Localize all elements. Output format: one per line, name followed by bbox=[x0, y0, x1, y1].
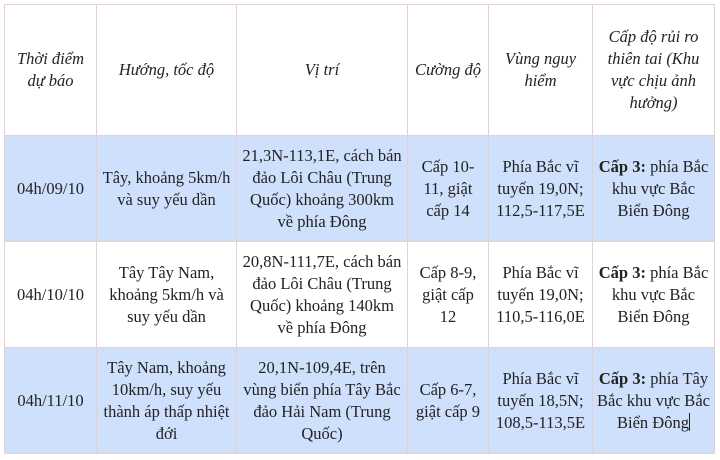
cell-direction: Tây, khoảng 5km/h và suy yếu dần bbox=[97, 136, 237, 242]
risk-level-label: Cấp 3: bbox=[598, 156, 646, 176]
table-row bbox=[5, 242, 715, 348]
header-direction-speed: Hướng, tốc độ bbox=[97, 5, 237, 136]
cell-danger-zone: Phía Bắc vĩ tuyến 18,5N; 108,5-113,5E bbox=[489, 348, 593, 454]
risk-area-text: phía Tây Bắc khu vực Bắc Biển Đông bbox=[597, 368, 710, 432]
cell-risk bbox=[593, 136, 715, 242]
storm-forecast-table bbox=[4, 4, 715, 454]
forecast-table-container bbox=[4, 4, 715, 454]
cell-position: 20,8N-111,7E, cách bán đảo Lôi Châu (Trung Quốc) khoảng 140km về phía Đông bbox=[237, 242, 408, 348]
header-position: Vị trí bbox=[237, 5, 408, 136]
cell-risk bbox=[593, 242, 715, 348]
cell-position: 20,1N-109,4E, trên vùng biển phía Tây Bắc đảo Hải Nam (Trung Quốc) bbox=[237, 348, 408, 454]
cell-direction: Tây Nam, khoảng 10km/h, suy yếu thành áp thấp nhiệt đới bbox=[97, 348, 237, 454]
cell-intensity: Cấp 10-11, giật cấp 14 bbox=[408, 136, 489, 242]
header-forecast-time: Thời điểm dự báo bbox=[5, 5, 97, 136]
header-intensity: Cường độ bbox=[408, 5, 489, 136]
cell-time: 04h/10/10 bbox=[5, 242, 97, 348]
text-cursor bbox=[689, 413, 690, 431]
cell-danger-zone: Phía Bắc vĩ tuyến 19,0N; 112,5-117,5E bbox=[489, 136, 593, 242]
cell-intensity: Cấp 8-9, giật cấp 12 bbox=[408, 242, 489, 348]
table-header-row bbox=[5, 5, 715, 136]
cell-danger-zone: Phía Bắc vĩ tuyến 19,0N; 110,5-116,0E bbox=[489, 242, 593, 348]
cell-risk[interactable] bbox=[593, 348, 715, 454]
header-risk-level: Cấp độ rủi ro thiên tai (Khu vực chịu ảnh hưởng) bbox=[593, 5, 715, 136]
cell-direction: Tây Tây Nam, khoảng 5km/h và suy yếu dần bbox=[97, 242, 237, 348]
table-row bbox=[5, 348, 715, 454]
risk-area-text: phía Bắc khu vực Bắc Biển Đông bbox=[611, 262, 709, 326]
risk-level-label: Cấp 3: bbox=[598, 368, 647, 388]
risk-area-text: phía Bắc khu vực Bắc Biển Đông bbox=[611, 156, 709, 220]
risk-level-label: Cấp 3: bbox=[598, 262, 646, 282]
cell-position: 21,3N-113,1E, cách bán đảo Lôi Châu (Trung Quốc) khoảng 300km về phía Đông bbox=[237, 136, 408, 242]
cell-intensity: Cấp 6-7, giật cấp 9 bbox=[408, 348, 489, 454]
cell-time: 04h/09/10 bbox=[5, 136, 97, 242]
cell-time: 04h/11/10 bbox=[5, 348, 97, 454]
header-danger-zone: Vùng nguy hiểm bbox=[489, 5, 593, 136]
table-row bbox=[5, 136, 715, 242]
